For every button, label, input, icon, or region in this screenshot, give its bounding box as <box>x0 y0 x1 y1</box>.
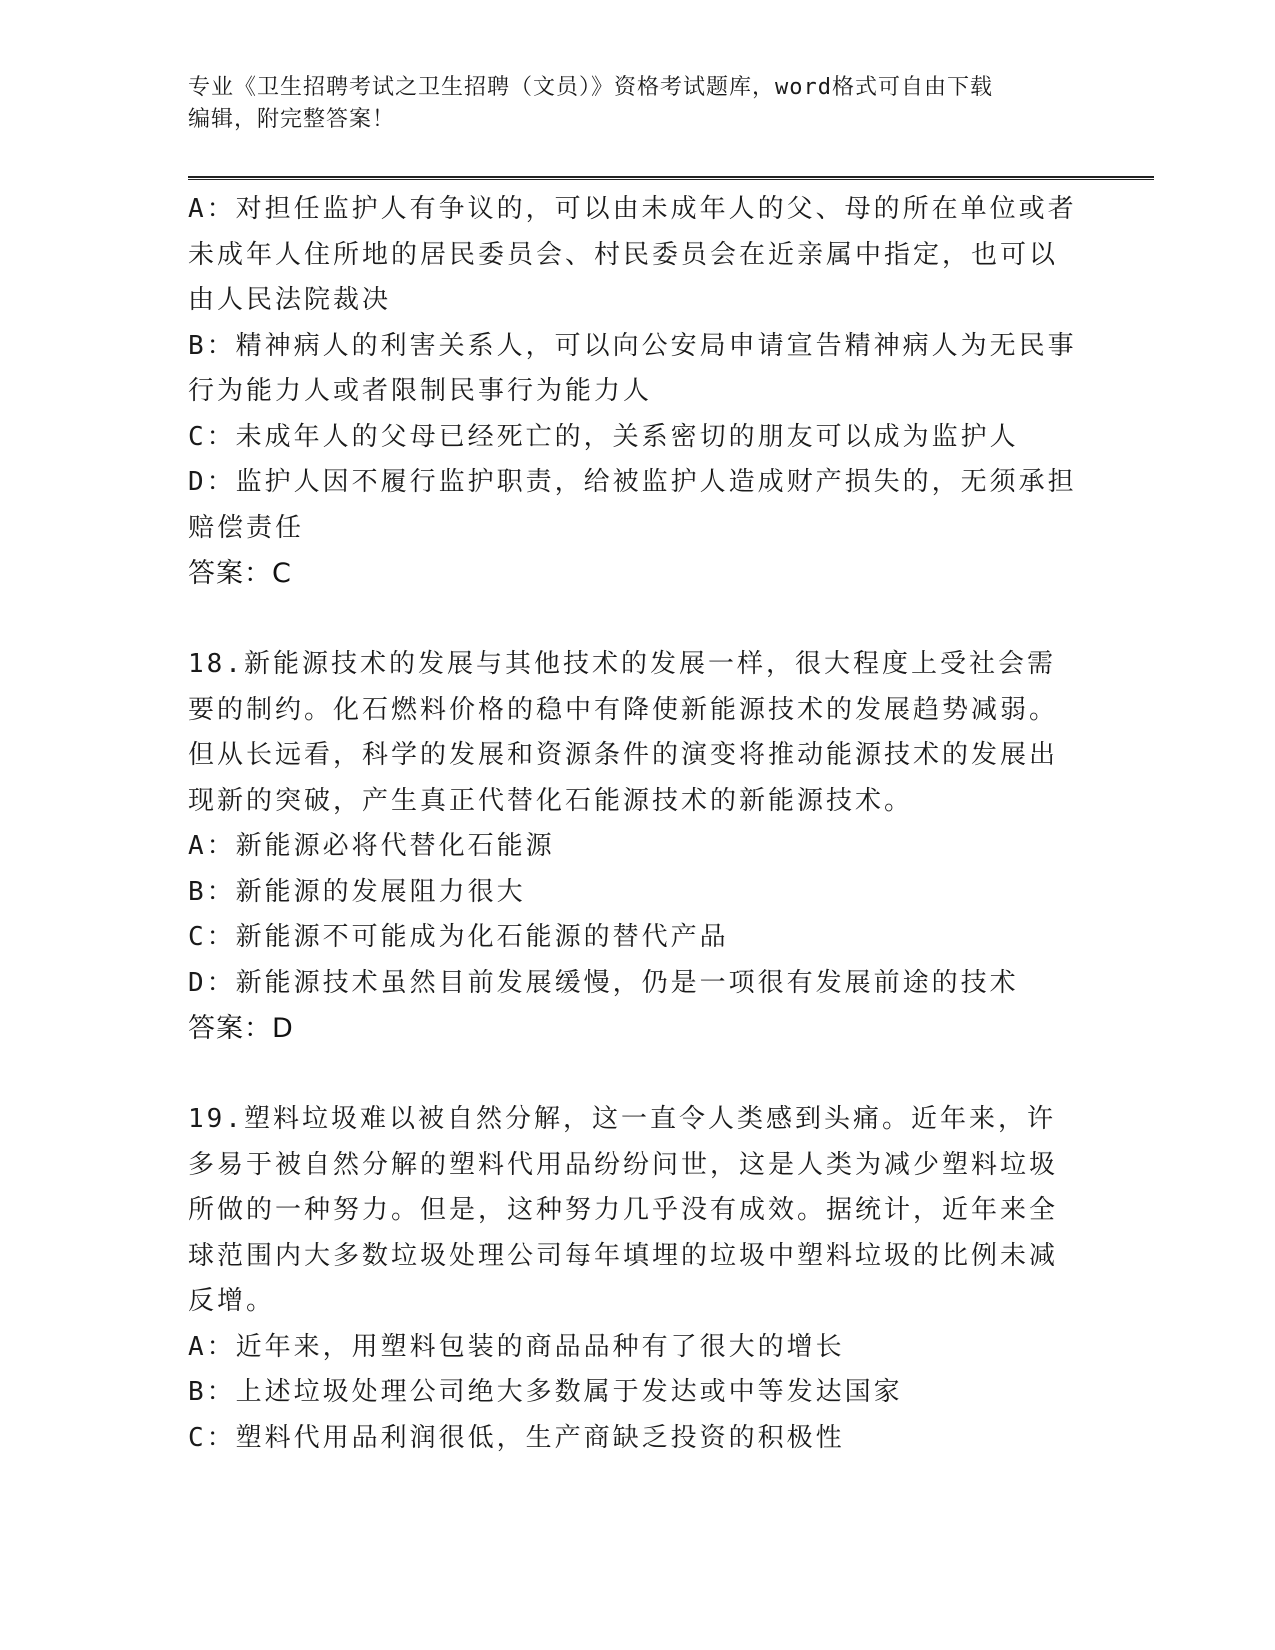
question-stem: 19.塑料垃圾难以被自然分解，这一直令人类感到头痛。近年来，许多易于被自然分解的塑料代用品纷纷问世，这是人类为减少塑料垃圾所做的一种努力。但是，这种努力几乎没有成效。据统计，近年来全球范围内大多数垃圾处理公司每年填埋的垃圾中塑料垃圾的比例未减反增。 <box>188 1104 1059 1316</box>
option-b: B：上述垃圾处理公司绝大多数属于发达或中等发达国家 <box>188 1377 903 1407</box>
question-19 <box>188 1097 1078 1461</box>
question-17 <box>188 187 1078 597</box>
header-line-1: 专业《卫生招聘考试之卫生招聘（文员）》资格考试题库，word格式可自由下载 <box>188 75 993 100</box>
option-a: A：新能源必将代替化石能源 <box>188 831 555 861</box>
option-b: B：新能源的发展阻力很大 <box>188 876 526 907</box>
document-body <box>188 187 1078 1461</box>
option-d: D：新能源技术虽然目前发展缓慢，仍是一项很有发展前途的技术 <box>188 967 1019 998</box>
option-a: A：近年来，用塑料包装的商品品种有了很大的增长 <box>188 1331 845 1362</box>
spacer <box>188 597 1078 643</box>
page-header <box>188 72 1088 136</box>
option-b: B：精神病人的利害关系人，可以向公安局申请宣告精神病人为无民事行为能力人或者限制民事行为能力人 <box>188 330 1077 406</box>
header-divider <box>188 176 1154 180</box>
option-c: C：新能源不可能成为化石能源的替代产品 <box>188 922 729 952</box>
question-stem: 18.新能源技术的发展与其他技术的发展一样，很大程度上受社会需要的制约。化石燃料价格的稳中有降使新能源技术的发展趋势减弱。但从长远看，科学的发展和资源条件的演变将推动能源技术的发展出现新的突破，产生真正代替化石能源技术的新能源技术。 <box>188 649 1059 816</box>
option-c: C：塑料代用品利润很低，生产商缺乏投资的积极性 <box>188 1422 845 1453</box>
option-c: C：未成年人的父母已经死亡的，关系密切的朋友可以成为监护人 <box>188 421 1019 452</box>
spacer <box>188 1052 1078 1098</box>
question-18 <box>188 642 1078 1052</box>
answer: 答案：D <box>188 1013 294 1044</box>
option-a: A：对担任监护人有争议的，可以由未成年人的父、母的所在单位或者未成年人住所地的居民委员会、村民委员会在近亲属中指定，也可以由人民法院裁决 <box>188 194 1077 315</box>
header-line-2: 编辑，附完整答案！ <box>188 107 396 132</box>
option-d: D：监护人因不履行监护职责，给被监护人造成财产损失的，无须承担赔偿责任 <box>188 467 1077 543</box>
answer: 答案：C <box>188 558 292 589</box>
